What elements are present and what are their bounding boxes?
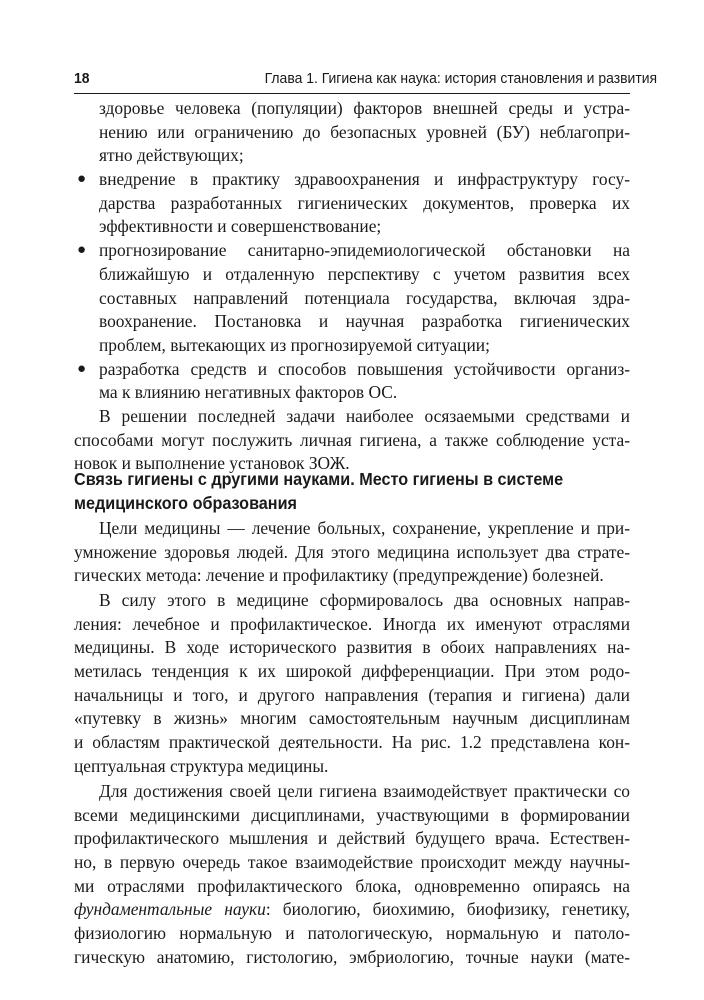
paragraph (74, 780, 630, 970)
bullet-line: эффективности и совершенствование; (99, 216, 382, 237)
paragraph-line: медицины. В ходе исторического развития в обоих направлениях на- (74, 637, 630, 658)
paragraph-line: новок и выполнение установок ЗОЖ. (74, 453, 350, 474)
bullet-item (74, 358, 630, 405)
paragraph-line: профилактического мышления и действий будущего врача. Естествен- (74, 828, 630, 849)
bullet-item (74, 239, 630, 357)
header-rule (74, 93, 630, 94)
paragraph (74, 517, 630, 588)
paragraph-line: метилась тенденция к их широкой дифференциации. При этом родо- (74, 661, 630, 682)
bullet-line: воохранение. Постановка и научная разработка гигиенических (99, 311, 630, 332)
paragraph-line: Цели медицины — лечение больных, сохранение, укрепление и при- (99, 518, 630, 538)
paragraph (74, 589, 630, 779)
paragraph-line: всеми медицинскими дисциплинами, участвующими в формировании (74, 804, 630, 825)
paragraph-line: В решении последней задачи наиболее осязаемыми средствами и (99, 405, 630, 426)
bullet-line: ма к влиянию негативных факторов ОС. (99, 382, 398, 403)
paragraph-line: ления: лечебное и профилактическое. Иногда их именуют отраслями (74, 613, 630, 634)
page-number: 18 (74, 70, 90, 87)
bullet-line: ● разработка средств и способов повышения устойчивости организ- (74, 358, 630, 382)
bullet-line: ● внедрение в практику здравоохранения и инфраструктуру госу- (74, 168, 630, 192)
bullet-line: ближайшую и отдаленную перспективу с учетом развития всех (99, 263, 630, 284)
bullet-icon: ● (77, 242, 87, 259)
paragraph (74, 405, 630, 476)
paragraph-line: но, в первую очередь такое взаимодействие происходит между научны- (74, 852, 630, 873)
section-heading-line: Связь гигиены с другими науками. Место гигиены в системе (74, 469, 564, 489)
paragraph-line: фундаментальные науки: биологию, биохимию, биофизику, генетику, (74, 899, 630, 920)
list-continuation-line: нению или ограничению до безопасных уровней (БУ) неблагопри- (99, 121, 630, 142)
paragraph-line: Для достижения своей цели гигиена взаимодействует практически со (99, 781, 630, 801)
bullet-icon: ● (77, 360, 87, 377)
paragraph-line: цептуальная структура медицины. (74, 755, 329, 776)
bullet-line: ● прогнозирование санитарно-эпидемиологической обстановки на (74, 239, 630, 263)
bullet-line: составных направлений потенциала государства, включая здра- (99, 287, 630, 308)
paragraph-line: способами могут послужить личная гигиена, а также соблюдение уста- (74, 429, 630, 450)
section-heading-line: медицинского образования (74, 493, 297, 513)
paragraph-line: гических метода: лечение и профилактику (предупреждение) болезней. (74, 565, 604, 586)
bullet-icon: ● (77, 171, 87, 188)
bullet-line: дарства разработанных гигиенических документов, проверка их (99, 192, 630, 213)
list-block (74, 97, 630, 476)
running-title: Глава 1. Гигиена как наука: история становления и развития (264, 70, 658, 87)
list-continuation-line: здоровье человека (популяции) факторов внешней среды и устра- (99, 98, 630, 118)
section-heading (74, 467, 626, 515)
bullet-line: проблем, вытекающих из прогнозируемой ситуации; (99, 334, 490, 355)
paragraph-line: гическую анатомию, гистологию, эмбриологию, точные науки (мате- (74, 946, 630, 967)
running-header (74, 70, 658, 92)
italic-term: фундаментальные науки (74, 899, 266, 920)
paragraph-line: и областям практической деятельности. На рис. 1.2 представлена кон- (74, 732, 630, 753)
paragraph-line: начальницы и того, и другого направления (терапия и гигиена) дали (74, 684, 630, 705)
paragraph-line: «путевку в жизнь» многим самостоятельным научным дисциплинам (74, 708, 630, 729)
paragraph-line: умножение здоровья людей. Для этого медицина использует два страте- (74, 541, 630, 562)
bullet-item (74, 168, 630, 239)
list-continuation-line: ятно действующих; (99, 145, 244, 166)
paragraph-line: В силу этого в медицине сформировалось два основных направ- (99, 590, 630, 610)
paragraph-line: ми отраслями профилактического блока, одновременно опираясь на (74, 875, 630, 896)
paragraph-line: физиологию нормальную и патологическую, нормальную и патоло- (74, 923, 630, 944)
